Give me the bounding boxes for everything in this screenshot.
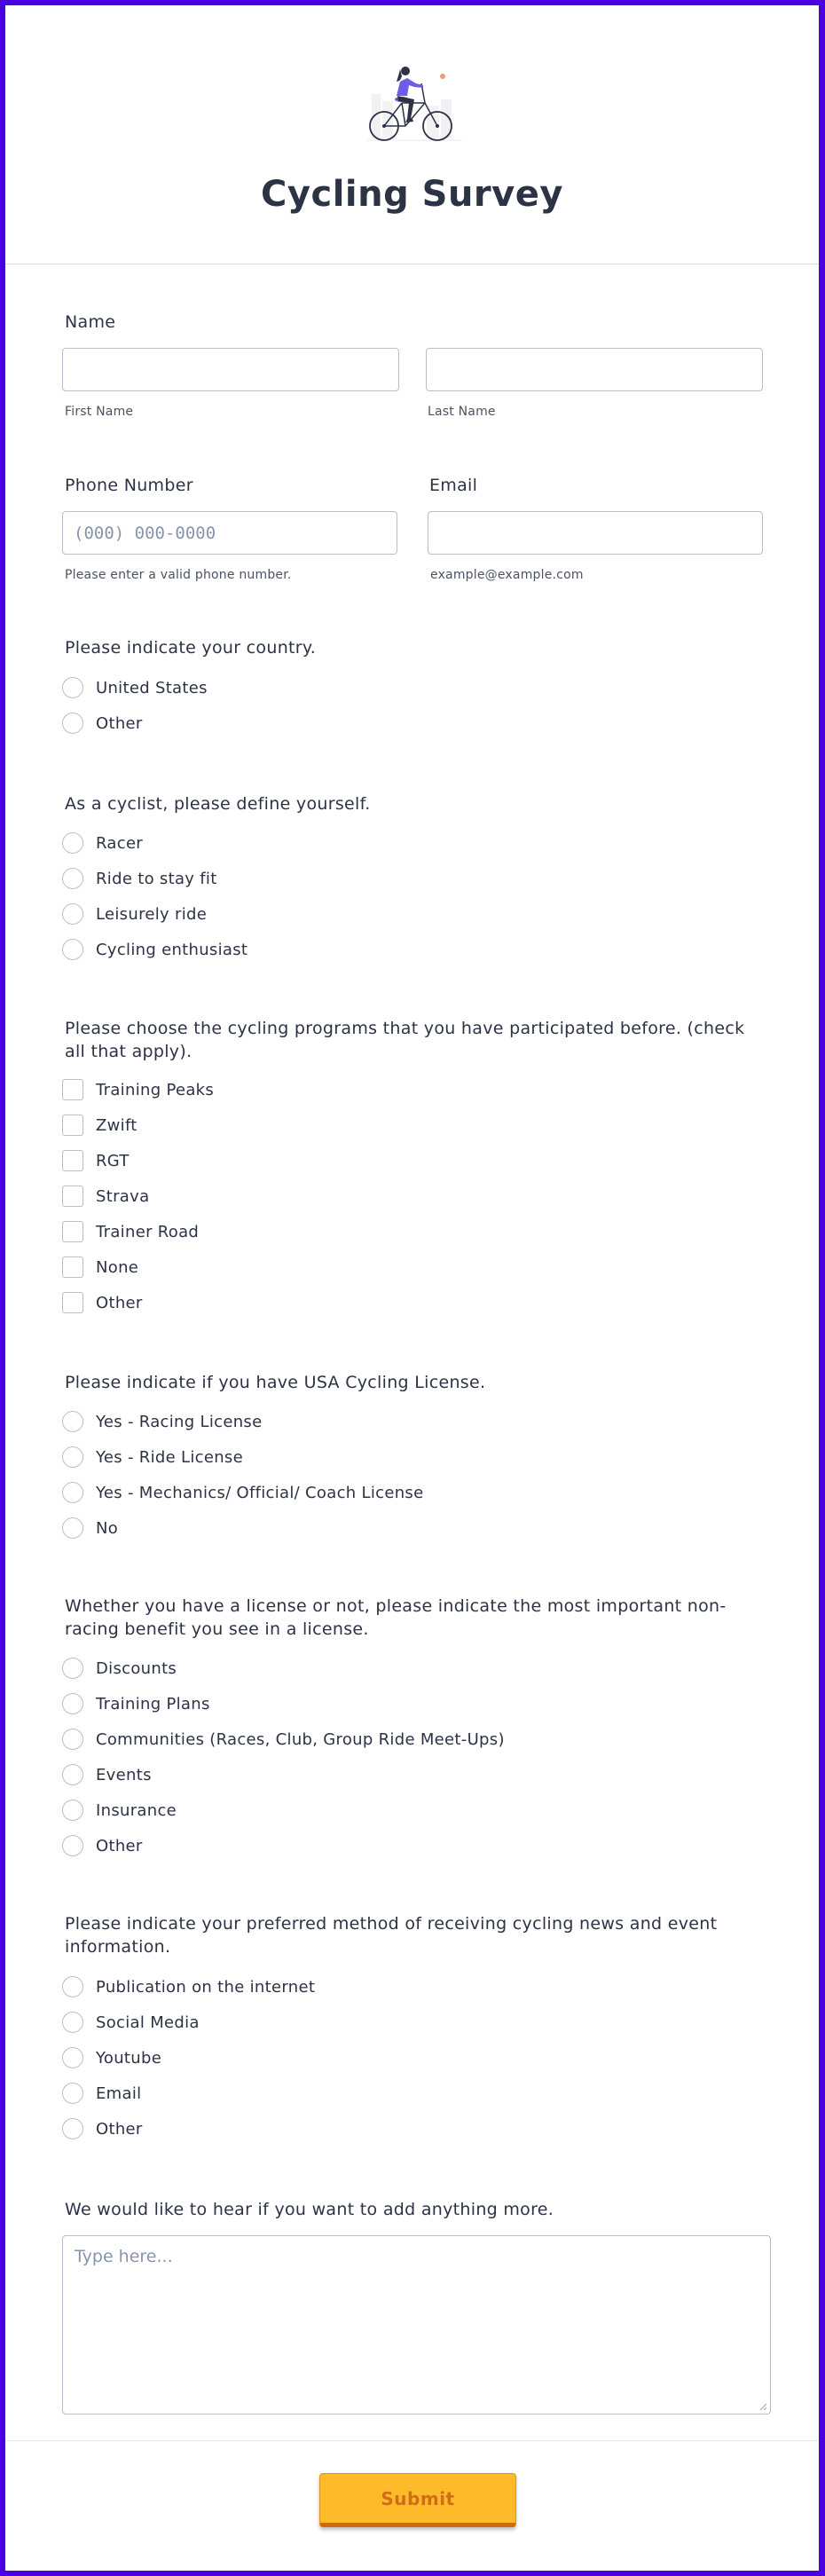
form-title: Cycling Survey (261, 174, 563, 215)
radio-option[interactable]: Training Plans (62, 1686, 505, 1721)
footer-divider (5, 2440, 819, 2441)
radio-option[interactable]: Other (62, 705, 208, 741)
radio-option[interactable]: Yes - Racing License (62, 1404, 423, 1439)
cyclist-type-options (62, 825, 248, 967)
comments-label: We would like to hear if you want to add anything more. (65, 2200, 554, 2219)
name-label: Name (65, 312, 116, 332)
submit-button[interactable]: Submit (319, 2473, 516, 2527)
checkbox-option[interactable]: Training Peaks (62, 1072, 214, 1107)
radio-option[interactable]: Social Media (62, 2005, 315, 2040)
question-programs: Please choose the cycling programs that you have participated before. (check all that apply). (65, 1019, 745, 1061)
woman-cycling-icon (365, 57, 464, 146)
form-header (5, 5, 819, 264)
radio-option[interactable]: Youtube (62, 2040, 315, 2076)
radio-option[interactable]: Events (62, 1757, 505, 1792)
checkbox-icon[interactable] (62, 1115, 83, 1136)
question-cyclist-type: As a cyclist, please define yourself. (65, 794, 371, 814)
checkbox-icon[interactable] (62, 1256, 83, 1278)
phone-input[interactable] (62, 511, 397, 555)
radio-circle-icon[interactable] (62, 1729, 83, 1750)
radio-option[interactable]: Communities (Races, Club, Group Ride Meet-Ups) (62, 1721, 505, 1757)
checkbox-icon[interactable] (62, 1292, 83, 1313)
radio-circle-icon[interactable] (62, 1693, 83, 1714)
radio-circle-icon[interactable] (62, 1446, 83, 1468)
radio-circle-icon[interactable] (62, 939, 83, 960)
radio-option[interactable]: Other (62, 2111, 315, 2147)
first-name-input[interactable] (62, 348, 399, 391)
question-license-benefit: Whether you have a license or not, please indicate the most important non-racing benefit you see in a license. (65, 1596, 727, 1639)
radio-circle-icon[interactable] (62, 832, 83, 854)
license-options (62, 1404, 423, 1546)
checkbox-option[interactable]: Strava (62, 1178, 214, 1214)
checkbox-option[interactable]: Trainer Road (62, 1214, 214, 1249)
checkbox-option[interactable]: Zwift (62, 1107, 214, 1143)
radio-option[interactable]: Other (62, 1828, 505, 1863)
checkbox-icon[interactable] (62, 1186, 83, 1207)
phone-sublabel: Please enter a valid phone number. (65, 568, 292, 582)
radio-option[interactable]: No (62, 1510, 423, 1546)
radio-option[interactable]: United States (62, 670, 208, 705)
radio-circle-icon[interactable] (62, 1835, 83, 1856)
phone-label: Phone Number (65, 476, 193, 495)
radio-circle-icon[interactable] (62, 2083, 83, 2104)
radio-circle-icon[interactable] (62, 713, 83, 734)
radio-circle-icon[interactable] (62, 1976, 83, 1997)
programs-options (62, 1072, 214, 1320)
email-label: Email (429, 476, 478, 495)
checkbox-option[interactable]: None (62, 1249, 214, 1285)
radio-circle-icon[interactable] (62, 868, 83, 889)
checkbox-icon[interactable] (62, 1221, 83, 1242)
radio-circle-icon[interactable] (62, 1411, 83, 1432)
radio-option[interactable]: Ride to stay fit (62, 861, 248, 896)
radio-circle-icon[interactable] (62, 1658, 83, 1679)
last-name-sublabel: Last Name (428, 405, 496, 419)
radio-option[interactable]: Email (62, 2076, 315, 2111)
email-sublabel: example@example.com (430, 568, 584, 582)
radio-option[interactable]: Yes - Ride License (62, 1439, 423, 1475)
checkbox-icon[interactable] (62, 1150, 83, 1171)
phone-placeholder: (000) 000-0000 (74, 523, 216, 543)
first-name-sublabel: First Name (65, 405, 134, 419)
question-country: Please indicate your country. (65, 638, 317, 658)
checkbox-option[interactable]: Other (62, 1285, 214, 1320)
news-method-options (62, 1969, 315, 2147)
radio-option[interactable]: Publication on the internet (62, 1969, 315, 2005)
radio-option[interactable]: Cycling enthusiast (62, 932, 248, 967)
radio-circle-icon[interactable] (62, 677, 83, 698)
radio-circle-icon[interactable] (62, 2118, 83, 2139)
checkbox-icon[interactable] (62, 1079, 83, 1100)
country-options (62, 670, 208, 741)
radio-circle-icon[interactable] (62, 1800, 83, 1821)
resize-handle-icon[interactable] (758, 2402, 767, 2411)
radio-circle-icon[interactable] (62, 2047, 83, 2068)
radio-circle-icon[interactable] (62, 1517, 83, 1539)
question-license: Please indicate if you have USA Cycling License. (65, 1373, 486, 1392)
radio-circle-icon[interactable] (62, 1482, 83, 1503)
radio-option[interactable]: Yes - Mechanics/ Official/ Coach License (62, 1475, 423, 1510)
comments-placeholder: Type here... (75, 2247, 173, 2266)
radio-option[interactable]: Leisurely ride (62, 896, 248, 932)
email-input[interactable] (428, 511, 763, 555)
license-benefit-options (62, 1650, 505, 1863)
radio-option[interactable]: Discounts (62, 1650, 505, 1686)
question-news-method: Please indicate your preferred method of receiving cycling news and event information. (65, 1914, 718, 1957)
last-name-input[interactable] (426, 348, 763, 391)
checkbox-option[interactable]: RGT (62, 1143, 214, 1178)
radio-circle-icon[interactable] (62, 2012, 83, 2033)
comments-textarea[interactable] (62, 2235, 771, 2415)
radio-option[interactable]: Insurance (62, 1792, 505, 1828)
radio-circle-icon[interactable] (62, 1764, 83, 1785)
radio-option[interactable]: Racer (62, 825, 248, 861)
radio-circle-icon[interactable] (62, 903, 83, 925)
